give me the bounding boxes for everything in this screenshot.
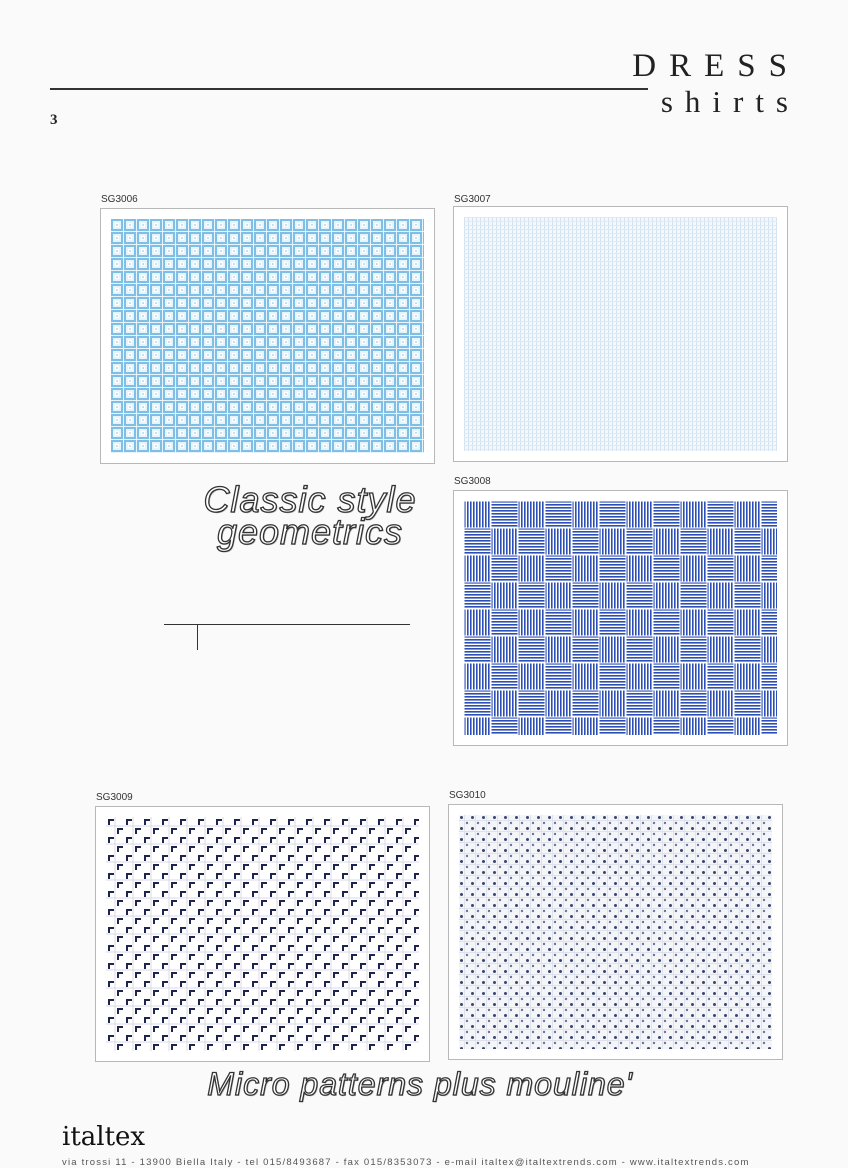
swatch-fabric-sg3010 [459, 815, 772, 1049]
swatch-code-sg3008: SG3008 [454, 476, 491, 487]
swatch-code-sg3009: SG3009 [96, 792, 133, 803]
swatch-code-sg3010: SG3010 [449, 790, 486, 801]
swatch-fabric-sg3009 [106, 817, 419, 1051]
swatch-card-sg3009 [95, 806, 430, 1062]
heading-micro-patterns: Micro patterns plus mouline' [207, 1066, 633, 1102]
swatch-fabric-sg3006 [111, 219, 424, 453]
swatch-card-sg3008 [453, 490, 788, 746]
swatch-card-sg3010 [448, 804, 783, 1060]
swatch-fabric-sg3008 [464, 501, 777, 735]
decorative-vertical-tick [197, 624, 198, 650]
italtex-logo: italtex [62, 1122, 146, 1152]
page-number: 3 [50, 112, 58, 128]
heading-classic-line1: Classic style [203, 479, 417, 520]
swatch-card-sg3006 [100, 208, 435, 464]
header-title-shirts: shirts [660, 84, 800, 119]
swatch-card-sg3007 [453, 206, 788, 462]
header-title-dress: DRESS [632, 48, 800, 84]
swatch-fabric-sg3007 [464, 217, 777, 451]
header-rule [50, 88, 648, 90]
footer-address: via trossi 11 - 13900 Biella Italy - tel 015/8493687 - fax 015/8353073 - e-mail italtex@italtextrends.com - www.italtextrends.com [62, 1157, 750, 1168]
decorative-horizontal-rule [164, 624, 410, 625]
swatch-code-sg3007: SG3007 [454, 194, 491, 205]
heading-classic-line2: geometrics [216, 511, 404, 552]
swatch-code-sg3006: SG3006 [101, 194, 138, 205]
